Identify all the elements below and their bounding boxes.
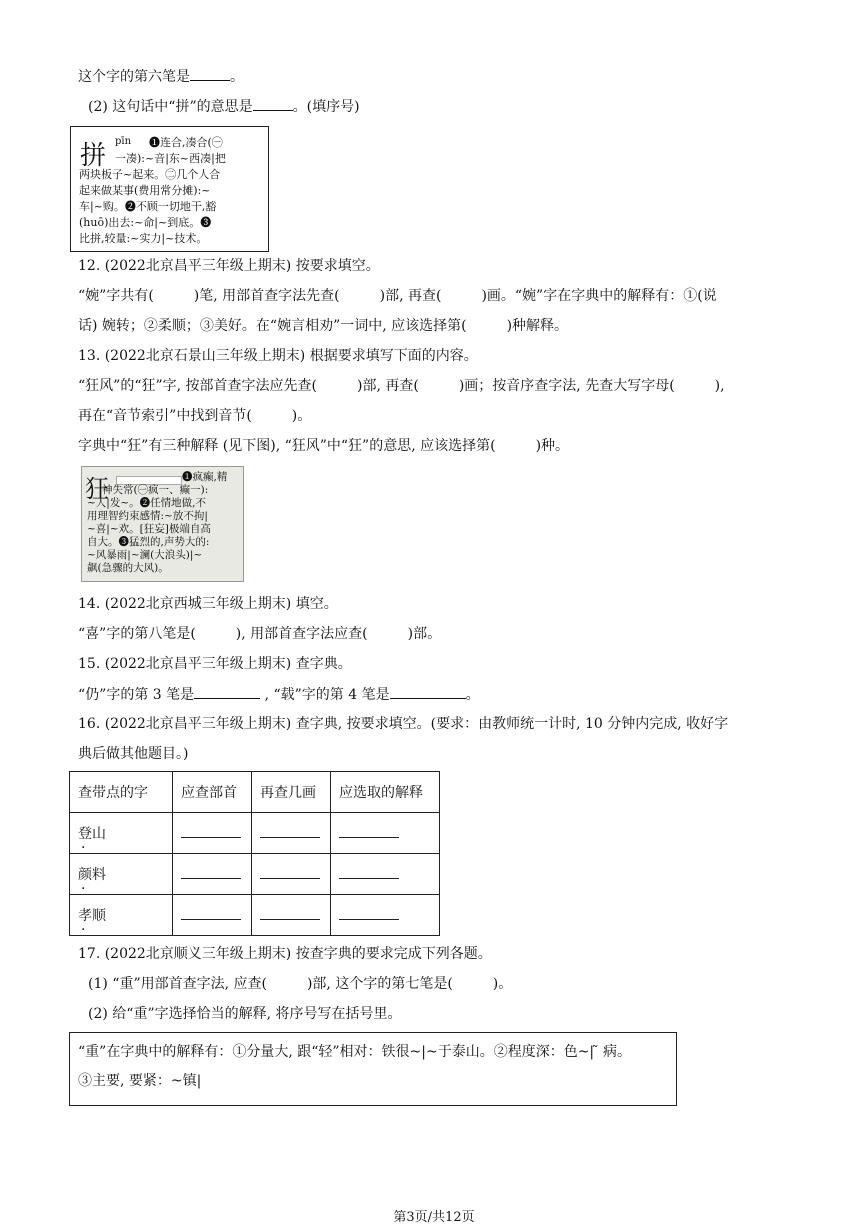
zhong-definition-box: [69, 1032, 677, 1106]
answer-blank[interactable]: [181, 907, 241, 920]
dict-line: 用理智约束感情:~放不拘|: [87, 510, 208, 522]
word-rest: 顺: [92, 908, 106, 924]
dotted-char: 登: [78, 826, 92, 842]
line-pin-meaning: (2) 这句话中“拼”的意思是 。(填序号): [88, 96, 360, 117]
table-header: 应选取的解释: [331, 772, 440, 813]
table-header-row: [70, 772, 440, 813]
dotted-char: 孝: [78, 908, 92, 924]
question-13-line2: 再在“音节索引”中找到音节( )。: [78, 408, 312, 424]
answer-blank[interactable]: [190, 66, 230, 81]
dict-line: ~人|发~。❷任情地做,不: [87, 497, 206, 509]
table-row: [70, 854, 440, 895]
table-header: 再查几画: [252, 772, 331, 813]
word-rest: 料: [92, 867, 106, 883]
dict-line: (huō)出去:~命|~到底。❸: [79, 216, 212, 229]
question-12-title: 12. (2022北京昌平三年级上期末) 按要求填空。: [78, 258, 380, 274]
headword-pinyin: pīn: [115, 136, 132, 147]
answer-blank[interactable]: [194, 684, 260, 699]
dotted-char: 颜: [78, 867, 92, 883]
headword-char: 拼: [80, 141, 107, 171]
table-header: 应查部首: [173, 772, 252, 813]
question-13-line3: 字典中“狂”有三种解释 (见下图), “狂风”中“狂”的意思, 应该选择第( )种。: [78, 438, 570, 454]
answer-blank[interactable]: [260, 866, 320, 879]
question-16-line1: 16. (2022北京昌平三年级上期末) 查字典, 按要求填空。(要求：由教师统一计时, 10 分钟内完成, 收好字: [78, 716, 729, 732]
dict-line: 一凑):~音|东~西凑|把: [115, 152, 226, 165]
question-14-title: 14. (2022北京西城三年级上期末) 填空。: [78, 596, 338, 612]
question-17-line2: (2) 给“重”字选择恰当的解释, 将序号写在括号里。: [88, 1006, 402, 1022]
line-sixth-stroke: 这个字的第六笔是 。: [78, 66, 244, 87]
answer-blank[interactable]: [253, 96, 293, 111]
question-13-line1: “狂风”的“狂”字, 按部首查字法应先查( )部, 再查( )画；按音序查字法, 先查大写字母( ),: [78, 378, 725, 394]
dict-line: 飙(急骤的大风)。: [87, 562, 169, 574]
dict-line: ~喜|~欢。[狂妄]极端自高: [87, 523, 211, 535]
definition-line: “重”在字典中的解释有：①分量大, 跟“轻”相对：铁很~|~于泰山。②程度深：色~| ̃ 病。: [78, 1044, 632, 1060]
question-17-title: 17. (2022北京顺义三年级上期末) 按查字典的要求完成下列各题。: [78, 946, 492, 962]
dict-line: 比拼,较量:~实力|~技术。: [79, 232, 208, 245]
answer-blank[interactable]: [339, 907, 399, 920]
question-16-line2: 典后做其他题目。): [78, 746, 189, 762]
answer-blank[interactable]: [390, 684, 466, 699]
headword-char: 狂: [85, 475, 109, 503]
answer-blank[interactable]: [339, 825, 399, 838]
question-13-title: 13. (2022北京石景山三年级上期末) 根据要求填写下面的内容。: [78, 348, 478, 364]
answer-blank[interactable]: [260, 907, 320, 920]
answer-blank[interactable]: [181, 866, 241, 879]
question-15-title: 15. (2022北京昌平三年级上期末) 查字典。: [78, 656, 352, 672]
table-row: [70, 895, 440, 936]
answer-blank[interactable]: [260, 825, 320, 838]
question-12-line2: 话) 婉转；②柔顺；③美好。在“婉言相劝”一词中, 应该选择第( )种解释。: [78, 318, 569, 334]
dict-line: 自大。❸猛烈的,声势大的:: [87, 536, 210, 548]
question-12-line1: “婉”字共有( )笔, 用部首查字法先查( )部, 再查( )画。“婉”字在字典中的解释有：①(说: [78, 288, 717, 304]
word-cell: [70, 895, 173, 936]
dict-line: ❶疯癫,精: [182, 471, 228, 483]
question-14-line1: “喜”字的第八笔是( ), 用部首查字法应查( )部。: [78, 626, 442, 642]
dict-line: 起来做某事(费用常分摊):~: [79, 184, 211, 197]
definition-line: ③主要, 要紧：~镇|: [78, 1073, 202, 1089]
table-row: [70, 813, 440, 854]
table-header: 查带点的字: [70, 772, 173, 813]
word-cell: [70, 854, 173, 895]
question-17-line1: (1) “重”用部首查字法, 应查( )部, 这个字的第七笔是( )。: [88, 976, 513, 992]
dict-line: 车|~购。❷不顾一切地干,豁: [79, 200, 217, 213]
dict-line: 神失常(㊀疯一、癫一):: [102, 484, 209, 496]
question-15-line1: “仍”字的第 3 笔是 , “载”字的第 4 笔是 。: [78, 684, 480, 705]
answer-blank[interactable]: [339, 866, 399, 879]
dict-line: ❶连合,凑合(㊀: [149, 136, 223, 149]
dict-line: ~风暴雨|~澜(大浪头)|~: [87, 549, 203, 561]
dict-line: 两块板子~起来。㊁几个人合: [79, 168, 221, 181]
dictionary-entry-pin: [70, 126, 269, 252]
answer-blank[interactable]: [181, 825, 241, 838]
word-rest: 山: [92, 826, 106, 842]
dictionary-entry-kuang: [81, 466, 244, 582]
lookup-table: [69, 771, 440, 936]
page-footer: 第3页/共12页: [393, 1210, 475, 1225]
word-cell: [70, 813, 173, 854]
